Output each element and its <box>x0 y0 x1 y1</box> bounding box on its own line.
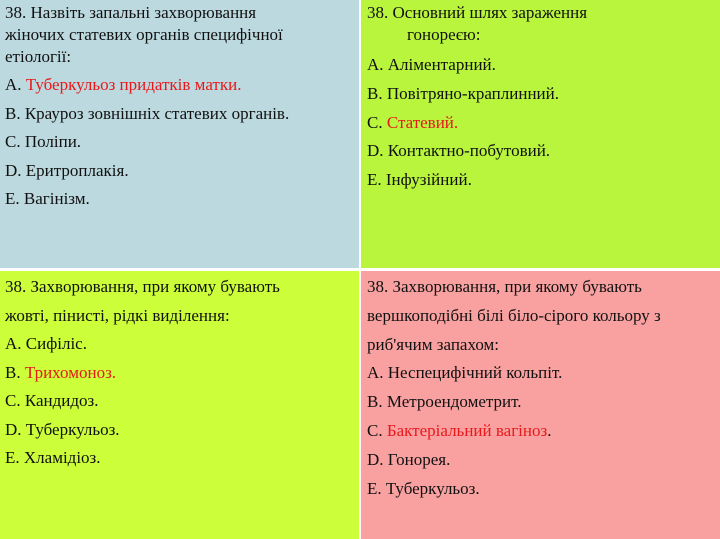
option-text: Еритроплакія. <box>25 160 129 180</box>
option-letter: А. <box>5 75 22 94</box>
option-letter: Е. <box>367 170 382 190</box>
option-letter: А. <box>367 55 384 74</box>
question-line: жовті, пінисті, рідкі виділення: <box>5 305 230 325</box>
option-letter: С. <box>5 132 21 151</box>
answer-option-d[interactable] <box>367 137 720 166</box>
option-text: Туберкульоз. <box>25 419 120 439</box>
option-text-correct: Бактеріальний вагіноз <box>386 420 548 440</box>
option-letter: Е. <box>5 448 20 467</box>
question-line: 38. Основний шлях зараження <box>367 3 588 22</box>
answer-option-c[interactable] <box>367 417 720 446</box>
question-line: вершкоподібні білі біло-сірого кольору з <box>367 305 661 325</box>
option-text: Неспецифічний кольпіт. <box>387 363 563 383</box>
answer-option-d[interactable] <box>5 416 359 445</box>
option-letter: В. <box>367 83 383 103</box>
option-text: Кандидоз. <box>24 391 99 410</box>
option-letter: А. <box>367 363 384 383</box>
option-text: Сифіліс. <box>25 334 87 353</box>
question-card-3 <box>0 271 359 539</box>
answer-option-e[interactable] <box>5 444 359 473</box>
option-text: Метроендометрит. <box>386 392 522 412</box>
option-letter: D. <box>367 141 384 161</box>
option-text: Гонорея. <box>387 449 451 469</box>
answer-option-a[interactable] <box>367 51 720 80</box>
option-letter: С. <box>5 391 21 410</box>
option-letter: D. <box>5 160 22 180</box>
answer-option-b[interactable] <box>5 359 359 388</box>
option-text-correct: Туберкульоз придатків матки. <box>25 75 242 94</box>
option-text: Аліментарний. <box>387 55 496 74</box>
question-card-1 <box>0 0 359 268</box>
answer-option-d[interactable] <box>367 446 720 475</box>
question-card-4 <box>361 271 720 539</box>
answer-option-c[interactable] <box>5 387 359 416</box>
answer-option-b[interactable] <box>367 80 720 109</box>
option-trailing-period: . <box>547 420 552 440</box>
option-text-correct: Трихомоноз. <box>24 362 117 382</box>
question-line: гонореєю: <box>407 25 481 44</box>
option-letter: С. <box>367 112 383 132</box>
option-letter: Е. <box>5 189 20 208</box>
option-text: Крауроз зовнішніх статевих органів. <box>24 103 290 123</box>
answer-option-a[interactable] <box>367 359 720 388</box>
option-letter: D. <box>367 449 384 469</box>
answer-option-b[interactable] <box>367 388 720 417</box>
option-letter: Е. <box>367 478 382 498</box>
option-text: Хламідіоз. <box>23 448 101 467</box>
answer-option-c[interactable] <box>367 109 720 138</box>
question-line: етіології: <box>5 47 72 66</box>
question-line: жіночих статевих органів специфічної <box>5 25 283 44</box>
answer-option-b[interactable] <box>5 100 359 129</box>
option-letter: В. <box>367 392 383 412</box>
question-card-2 <box>361 0 720 268</box>
answer-option-e[interactable] <box>367 475 720 504</box>
option-text-correct: Статевий. <box>386 112 459 132</box>
option-text: Інфузійний. <box>385 170 472 190</box>
horizontal-divider <box>0 268 720 271</box>
option-text: Повітряно-краплинний. <box>386 83 559 103</box>
option-letter: С. <box>367 420 383 440</box>
question-line: 38. Захворювання, при якому бувають <box>367 277 642 296</box>
option-letter: А. <box>5 334 22 353</box>
question-line: 38. Захворювання, при якому бувають <box>5 277 280 296</box>
option-text: Туберкульоз. <box>385 478 480 498</box>
question-line: риб'ячим запахом: <box>367 334 499 354</box>
answer-option-a[interactable] <box>5 71 359 100</box>
option-text: Контактно-побутовий. <box>387 141 551 161</box>
option-letter: D. <box>5 419 22 439</box>
answer-option-d[interactable] <box>5 157 359 186</box>
option-letter: В. <box>5 103 21 123</box>
option-text: Вагінізм. <box>23 189 90 208</box>
answer-option-c[interactable] <box>5 128 359 157</box>
answer-option-e[interactable] <box>367 166 720 195</box>
answer-option-e[interactable] <box>5 185 359 214</box>
answer-option-a[interactable] <box>5 330 359 359</box>
option-text: Поліпи. <box>24 132 82 151</box>
question-line: 38. Назвіть запальні захворювання <box>5 3 257 22</box>
option-letter: В. <box>5 362 21 382</box>
